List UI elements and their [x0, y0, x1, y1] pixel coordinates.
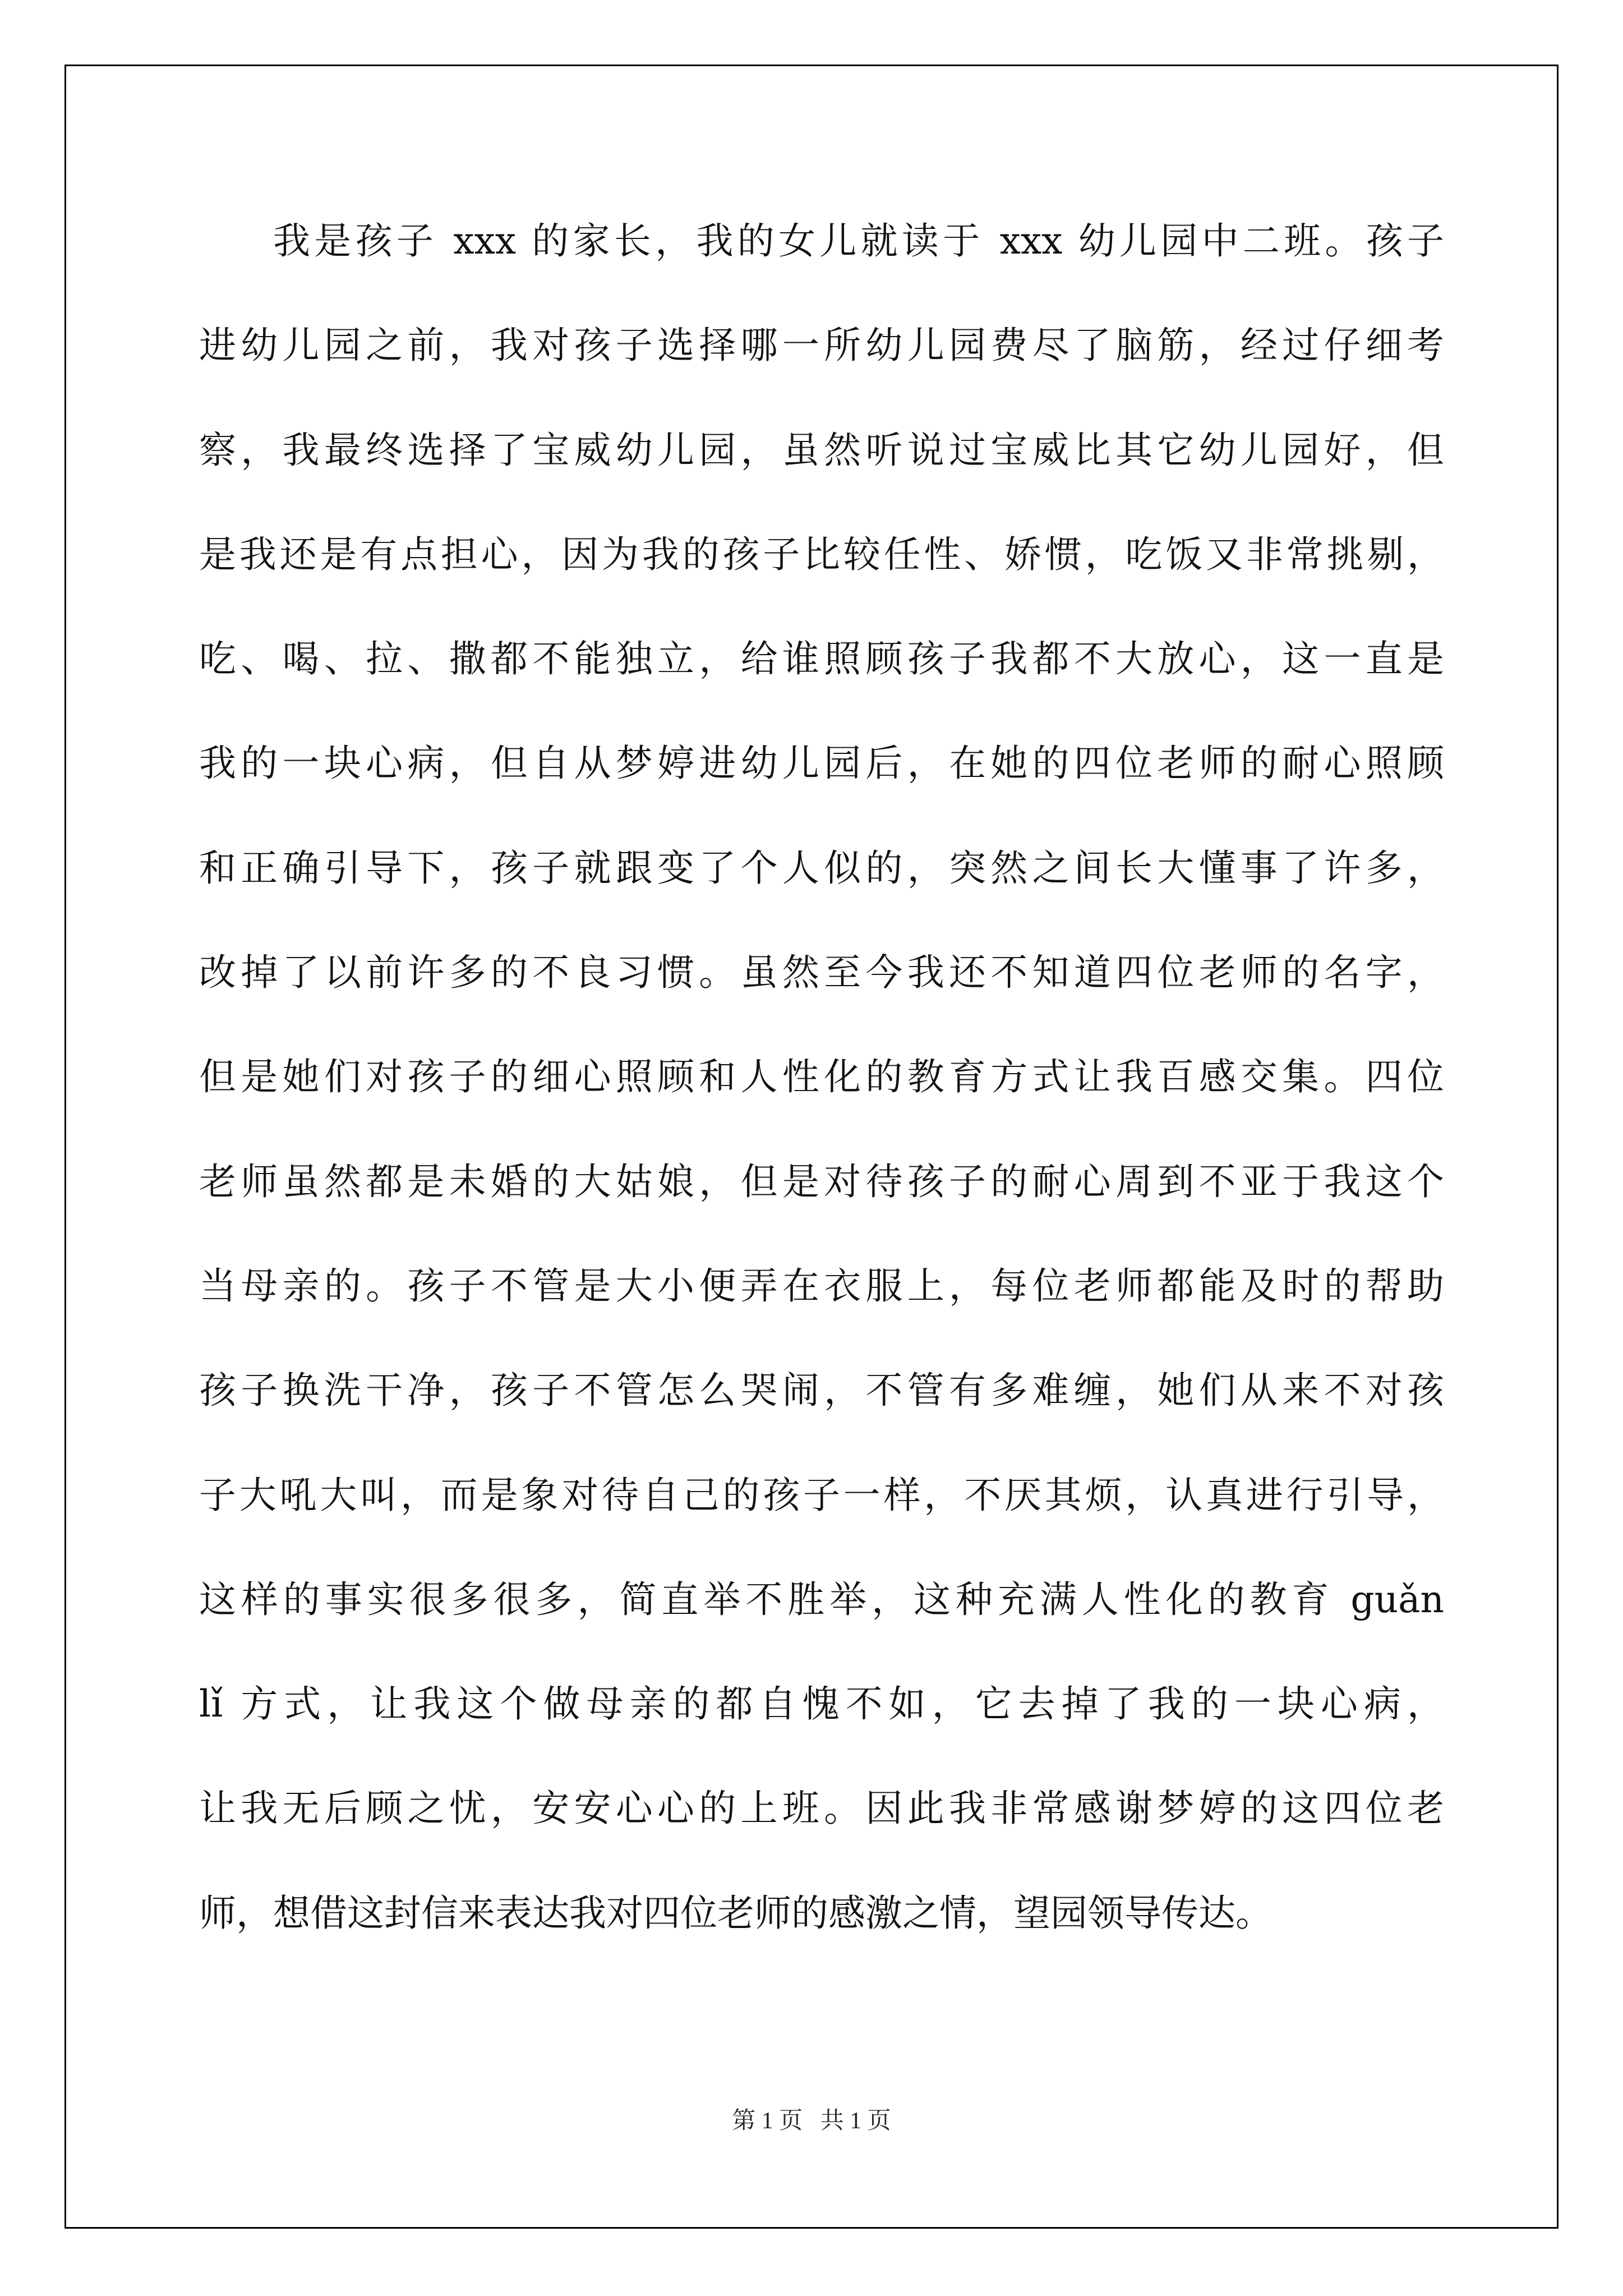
body-line: 这样的事实很多很多，简直举不胜举，这种充满人性化的教育 guǎn: [199, 1577, 1444, 1621]
body-line: 改掉了以前许多的不良习惯。虽然至今我还不知道四位老师的名字，: [199, 951, 1444, 995]
body-line: lǐ 方式，让我这个做母亲的都自愧不如，它去掉了我的一块心病，: [199, 1682, 1444, 1726]
body-line: 老师虽然都是未婚的大姑娘，但是对待孩子的耐心周到不亚于我这个: [199, 1159, 1444, 1203]
page-number-footer: 第 1 页 共 1 页: [732, 2108, 891, 2134]
body-line: 孩子换洗干净，孩子不管怎么哭闹，不管有多难缠，她们从来不对孩: [199, 1369, 1444, 1412]
body-line: 察，我最终选择了宝威幼儿园，虽然听说过宝威比其它幼儿园好，但: [199, 428, 1444, 472]
body-line: 吃、喝、拉、撒都不能独立，给谁照顾孩子我都不大放心，这一直是: [199, 637, 1444, 681]
body-line: 但是她们对孩子的细心照顾和人性化的教育方式让我百感交集。四位: [199, 1055, 1444, 1099]
body-line: 师，想借这封信来表达我对四位老师的感激之情，望园领导传达。: [199, 1891, 1272, 1935]
body-line: 当母亲的。孩子不管是大小便弄在衣服上，每位老师都能及时的帮助: [199, 1264, 1444, 1308]
body-line: 进幼儿园之前，我对孩子选择哪一所幼儿园费尽了脑筋，经过仔细考: [199, 324, 1444, 367]
body-line: 子大吼大叫，而是象对待自己的孩子一样，不厌其烦，认真进行引导，: [199, 1473, 1444, 1517]
letter-body: [199, 213, 1444, 1990]
body-line: 是我还是有点担心，因为我的孩子比较任性、娇惯，吃饭又非常挑剔，: [199, 532, 1444, 576]
body-line: 和正确引导下，孩子就跟变了个人似的，突然之间长大懂事了许多，: [199, 846, 1444, 890]
body-line: 让我无后顾之忧，安安心心的上班。因此我非常感谢梦婷的这四位老: [199, 1787, 1444, 1830]
body-line: 我是孩子 xxx 的家长，我的女儿就读于 xxx 幼儿园中二班。孩子: [273, 219, 1444, 263]
body-line: 我的一块心病，但自从梦婷进幼儿园后，在她的四位老师的耐心照顾: [199, 742, 1444, 785]
